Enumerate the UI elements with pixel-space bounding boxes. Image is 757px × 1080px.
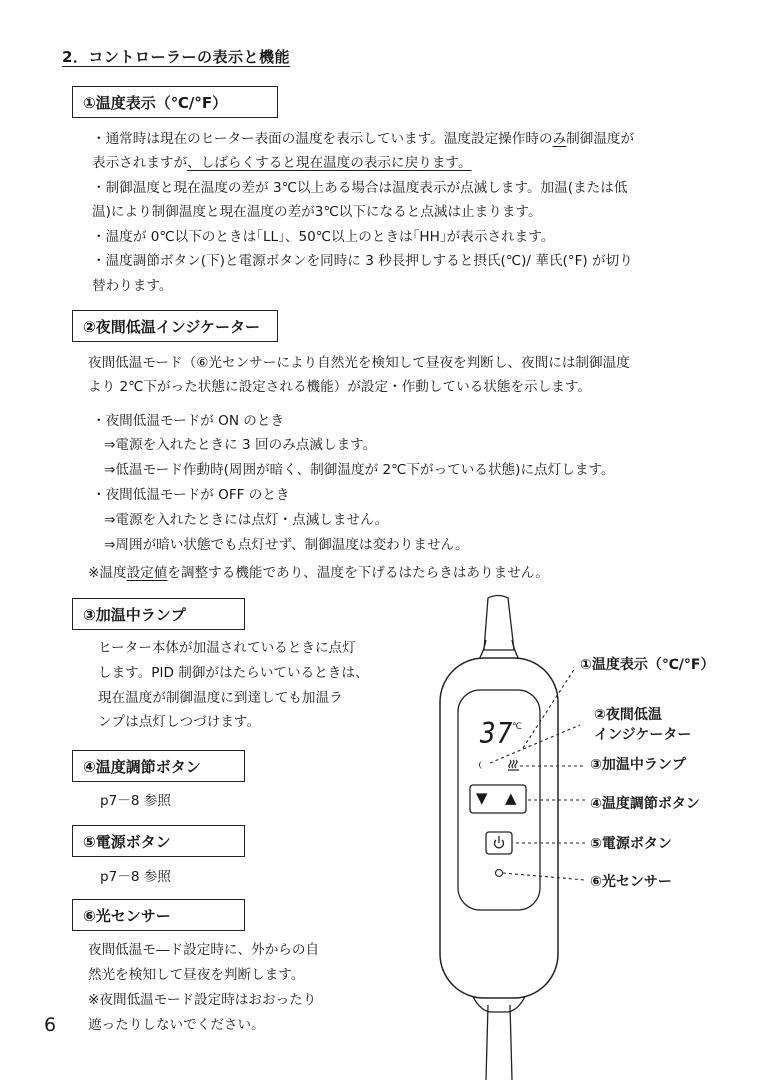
night-indicator-line-7: ⇒電源を入れたときには点灯・点滅しません。	[104, 512, 389, 528]
display-temperature: 37	[480, 717, 514, 751]
heating-lamp-line-3: 現在温度が制御温度に到達しても加温ラ	[98, 690, 343, 706]
light-sensor-line-4: 遮ったりしないでください。	[88, 1017, 265, 1033]
label-temp-buttons: ④温度調節ボタン	[590, 796, 700, 812]
night-indicator-line-1: 夜間低温モード（⑥光センサーにより自然光を検知して昼夜を判断し、夜間には制御温度	[88, 355, 630, 371]
label-night-line-2: インジケーター	[594, 727, 692, 743]
label-night-line-1: ②夜間低温	[594, 707, 662, 723]
bottom-cable	[486, 1005, 512, 1080]
section-heading: 2．コントローラーの表示と機能	[62, 48, 290, 66]
heating-lamp-line-1: ヒーター本体が加温されているときに点灯	[98, 640, 356, 656]
night-indicator-line-4: ⇒電源を入れたときに 3 回のみ点滅します。	[104, 437, 377, 453]
up-button[interactable]: ▲	[505, 789, 517, 807]
temp-display-line-2: 表示されますが、しばらくすると現在温度の表示に戻ります。	[92, 155, 472, 171]
display-unit: ℃	[512, 722, 523, 732]
night-indicator-title: ②夜間低温インジケーター	[72, 310, 278, 342]
temp-display-line-1: ・通常時は現在のヒーター表面の温度を表示しています。温度設定操作時のみ制御温度が	[92, 131, 635, 147]
light-sensor-line-1: 夜間低温モ―ド設定時に、外からの自	[88, 942, 320, 958]
page-number: 6	[44, 1014, 57, 1036]
night-indicator-line-6: ・夜間低温モードが OFF のとき	[92, 487, 290, 503]
heating-lamp-line-2: します。PID 制御がはたらいているときは、	[98, 665, 369, 681]
light-sensor-dot	[496, 870, 503, 877]
power-button-ref: p7－8 参照	[100, 869, 172, 885]
label-temp-display: ①温度表示（℃/°F）	[580, 657, 715, 673]
down-button[interactable]: ▼	[476, 789, 488, 807]
label-light-sensor: ⑥光センサー	[590, 874, 672, 890]
temp-display-line-3: ・制御温度と現在温度の差が 3℃以上ある場合は温度表示が点滅します。加温(または低	[92, 180, 628, 196]
light-sensor-line-3: ※夜間低温モード設定時はおおったり	[88, 992, 317, 1008]
temp-display-line-5: ・温度が 0℃以下のときは｢LL｣、50℃以上のときは｢HH｣が表示されます。	[92, 229, 555, 245]
temp-buttons-ref: p7－8 参照	[100, 793, 172, 809]
label-heating-lamp: ③加温中ランプ	[590, 757, 686, 773]
night-indicator-note: ※温度設定値を調整する機能であり、温度を下げるはたらきはありません。	[88, 565, 549, 581]
temp-buttons-title: ④温度調節ボタン	[72, 750, 245, 782]
heating-lamp-line-4: ンプは点灯しつづけます。	[98, 714, 261, 730]
night-indicator-line-5: ⇒低温モード作動時(周囲が暗く、制御温度が 2℃下がっている状態)に点灯します。	[104, 462, 615, 478]
temp-display-line-7: 替わります。	[92, 278, 173, 294]
light-sensor-title: ⑥光センサー	[72, 899, 245, 931]
light-sensor-line-2: 然光を検知して昼夜を判断します。	[88, 967, 305, 983]
night-indicator-line-3: ・夜間低温モードが ON のとき	[92, 413, 285, 429]
heating-lamp-title: ③加温中ランプ	[72, 598, 245, 630]
night-indicator-line-8: ⇒周囲が暗い状態でも点灯せず、制御温度は変わりません。	[104, 537, 469, 553]
label-power-button: ⑤電源ボタン	[590, 836, 672, 852]
temp-display-title: ①温度表示（℃/°F）	[72, 86, 278, 118]
top-cable	[484, 596, 514, 651]
power-button-title: ⑤電源ボタン	[72, 825, 245, 857]
temp-display-line-4: 温)により制御温度と現在温度の差が3℃以下になると点滅は止まります。	[92, 204, 542, 220]
temp-display-line-6: ・温度調節ボタン(下)と電源ボタンを同時に 3 秒長押しすると摂氏(℃)/ 華氏(°F) が切り	[92, 253, 633, 269]
night-indicator-line-2: より 2℃下がった状態に設定される機能）が設定・作動している状態を示します。	[88, 379, 591, 395]
